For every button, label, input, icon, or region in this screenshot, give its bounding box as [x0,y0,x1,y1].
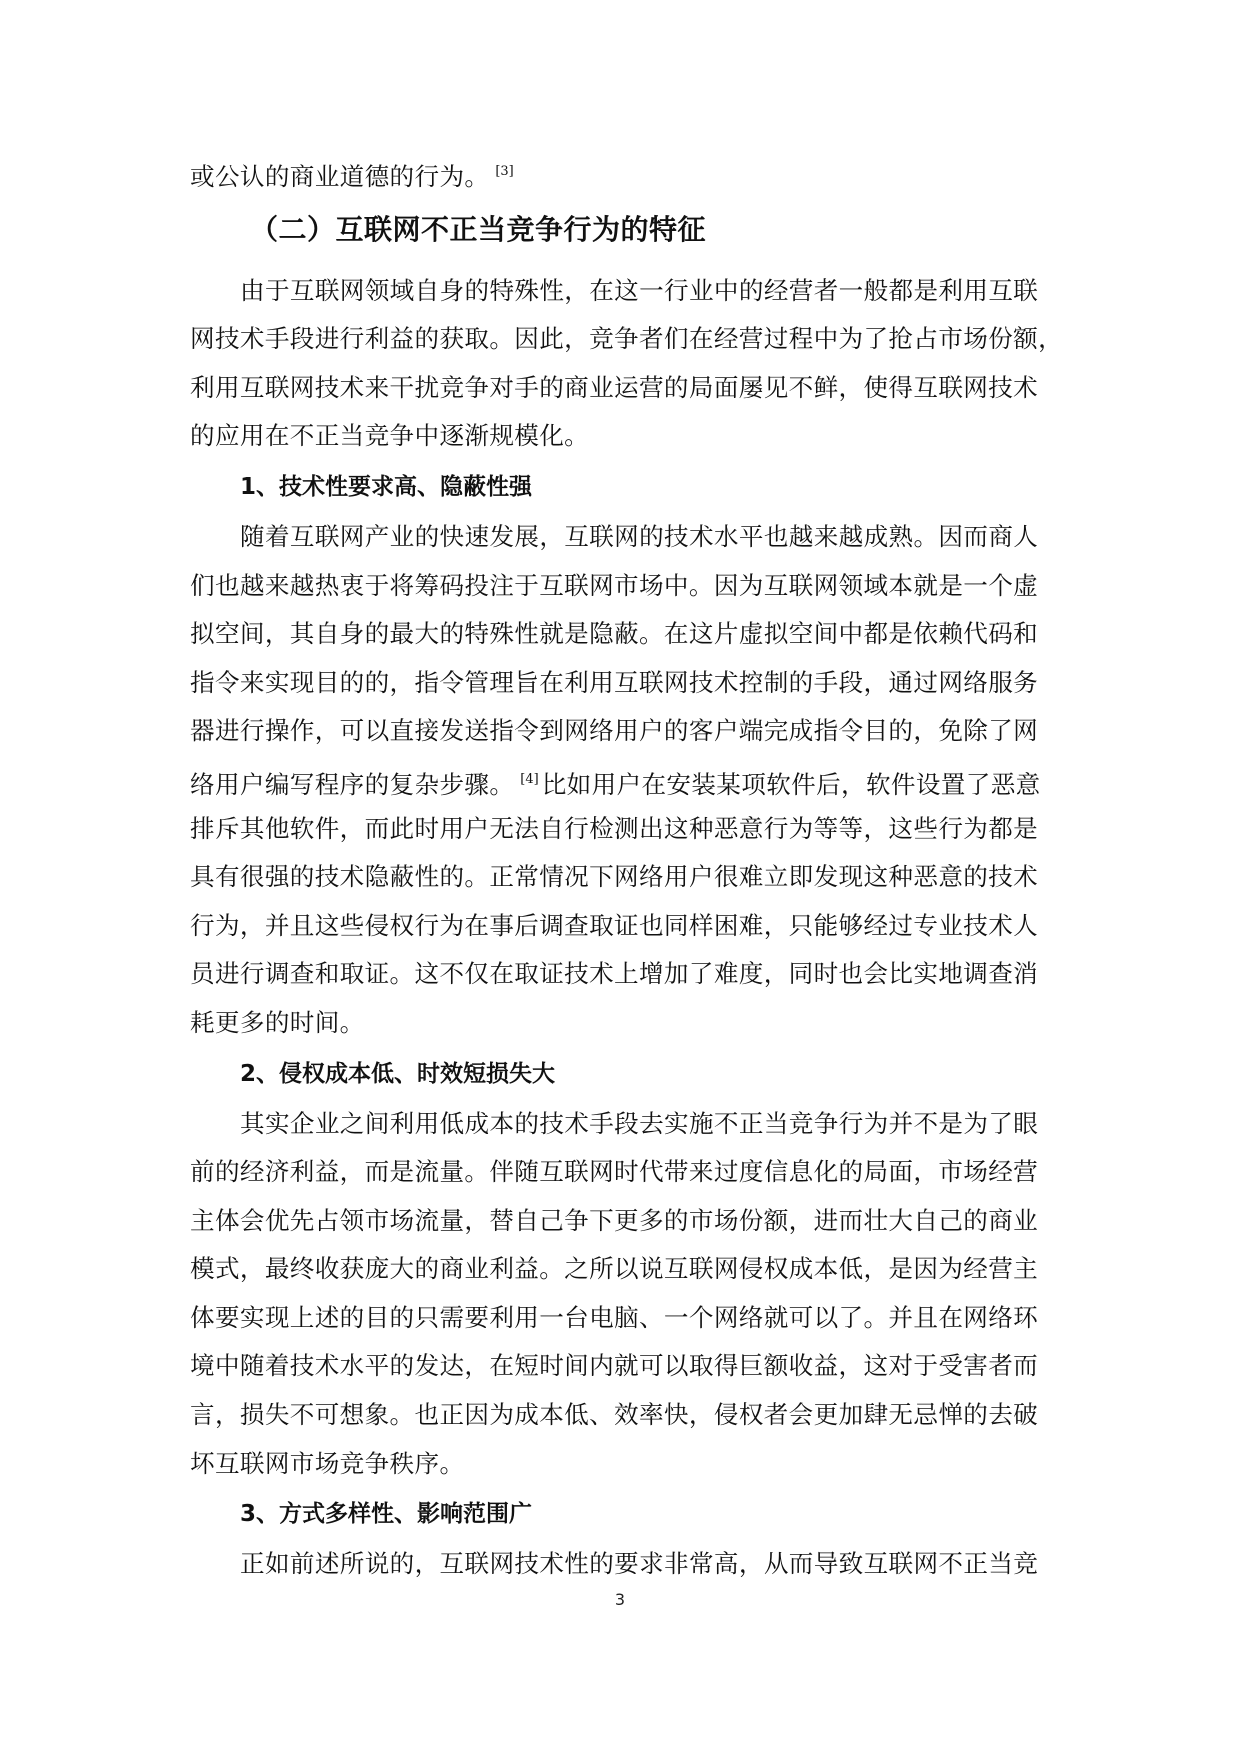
text-line: 排斥其他软件，而此时用户无法自行检测出这种恶意行为等等，这些行为都是 [190,813,1039,843]
text-line: 器进行操作，可以直接发送指令到网络用户的客户端完成指令目的，免除了网 [190,716,1039,746]
subheading-3: 3、方式多样性、影响范围广 [240,1501,533,1528]
text-line: 正如前述所说的，互联网技术性的要求非常高，从而导致互联网不正当竞 [240,1549,1039,1579]
intro-line [190,148,1050,197]
citation-ref: [3] [495,164,514,179]
text-line: 体要实现上述的目的只需要利用一台电脑、一个网络就可以了。并且在网络环 [190,1302,1039,1332]
paragraph-2 [190,1100,1050,1489]
paragraph-1 [190,513,1050,1048]
intro-paragraph [190,267,1064,461]
text-line: 网技术手段进行利益的获取。因此，竞争者们在经营过程中为了抢占市场份额， [190,324,1064,354]
text-line: 具有很强的技术隐蔽性的。正常情况下网络用户很难立即发现这种恶意的技术 [190,862,1039,892]
text-line: 随着互联网产业的快速发展，互联网的技术水平也越来越成熟。因而商人 [240,521,1039,551]
subheading-2: 2、侵权成本低、时效短损失大 [240,1060,556,1087]
text-line: 拟空间，其自身的最大的特殊性就是隐蔽。在这片虚拟空间中都是依赖代码和 [190,619,1039,649]
text-after-citation: 比如用户在安装某项软件后，软件设置了恶意 [541,769,1041,799]
text-line: 由于互联网领域自身的特殊性，在这一行业中的经营者一般都是利用互联 [240,275,1039,305]
text-line: 指令来实现目的的，指令管理旨在利用互联网技术控制的手段，通过网络服务 [190,667,1039,697]
text-line: 耗更多的时间。 [190,1007,365,1037]
text-line: 利用互联网技术来干扰竞争对手的商业运营的局面屡见不鲜，使得互联网技术 [190,372,1039,402]
paragraph-3 [190,1540,1050,1589]
citation-ref: [4] [520,771,539,787]
text-before-citation: 络用户编写程序的复杂步骤。 [190,769,515,799]
intro-text: 或公认的商业道德的行为。 [190,162,490,191]
text-line: 的应用在不正当竞争中逐渐规模化。 [190,421,590,451]
text-line: 前的经济利益，而是流量。伴随互联网时代带来过度信息化的局面，市场经营 [190,1157,1039,1187]
section-heading: （二）互联网不正当竞争行为的特征 [250,212,707,246]
text-line: 言，损失不可想象。也正因为成本低、效率快，侵权者会更加肆无忌惮的去破 [190,1400,1039,1430]
page-content [190,148,1064,1589]
text-line: 们也越来越热衷于将筹码投注于互联网市场中。因为互联网领域本就是一个虚 [190,570,1039,600]
subheading-1: 1、技术性要求高、隐蔽性强 [240,473,533,500]
page-number: 3 [614,1590,626,1609]
text-line: 其实企业之间利用低成本的技术手段去实施不正当竞争行为并不是为了眼 [240,1108,1039,1138]
text-line: 境中随着技术水平的发达，在短时间内就可以取得巨额收益，这对于受害者而 [190,1351,1039,1381]
text-line: 坏互联网市场竞争秩序。 [190,1448,465,1478]
text-line: 主体会优先占领市场流量，替自己争下更多的市场份额，进而壮大自己的商业 [190,1205,1039,1235]
text-line: 模式，最终收获庞大的商业利益。之所以说互联网侵权成本低，是因为经营主 [190,1254,1039,1284]
text-line: 员进行调查和取证。这不仅在取证技术上增加了难度，同时也会比实地调查消 [190,959,1039,989]
text-line-with-citation [190,756,1050,805]
text-line: 行为，并且这些侵权行为在事后调查取证也同样困难，只能够经过专业技术人 [190,910,1039,940]
